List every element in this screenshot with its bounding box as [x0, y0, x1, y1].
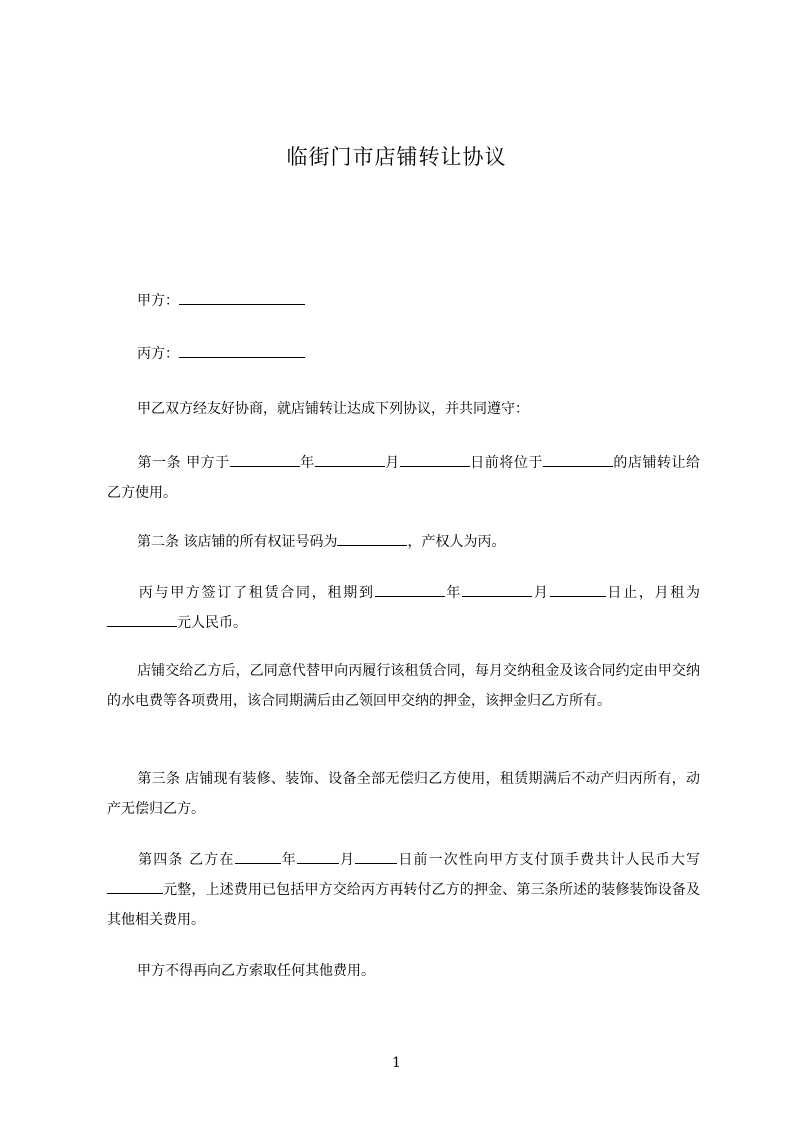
amount-blank	[107, 879, 163, 894]
article-1	[107, 448, 700, 508]
year-blank	[230, 452, 300, 467]
lease-text-4: 日止，月租为	[605, 585, 701, 601]
article-4-text-3: 月	[338, 852, 356, 868]
payment-year-blank	[235, 849, 281, 864]
page-number: 1	[392, 1055, 401, 1071]
lease-text-3: 月	[532, 585, 550, 601]
article-3	[107, 764, 700, 824]
article-1-text-3: 月	[384, 455, 400, 471]
lease-text-5: 元人民币。	[177, 615, 247, 631]
ownership-number-blank	[337, 531, 407, 546]
handover-paragraph	[107, 656, 700, 716]
no-other-fees-paragraph	[107, 956, 700, 986]
article-4	[107, 845, 700, 935]
intro-text: 甲乙双方经友好协商，就店铺转让达成下列协议，并共同遵守：	[137, 401, 529, 417]
article-1-text-1: 第一条 甲方于	[137, 455, 230, 471]
article-1-text-4: 日前将位于	[469, 455, 543, 471]
location-blank	[543, 452, 613, 467]
article-4-text-4: 日前一次性向甲方支付顶手费共计人民币大写	[397, 852, 701, 868]
no-other-fees-text: 甲方不得再向乙方索取任何其他费用。	[137, 963, 375, 979]
party-a-blank	[179, 290, 305, 305]
lease-paragraph	[107, 578, 700, 638]
lease-text-1: 丙与甲方签订了租赁合同，租期到	[137, 585, 375, 601]
handover-text: 店铺交给乙方后，乙同意代替甲向丙履行该租赁合同，每月交纳租金及该合同约定由甲交纳的水电费等各项费用，该合同期满后由乙领回甲交纳的押金，该押金归乙方所有。	[107, 663, 700, 709]
article-4-text-1: 第四条 乙方在	[137, 852, 235, 868]
document-title: 临街门市店铺转让协议	[286, 145, 507, 169]
day-blank	[400, 452, 470, 467]
article-4-text-2: 年	[280, 852, 297, 868]
month-blank	[315, 452, 385, 467]
article-1-text-5: 的店铺转让给乙方使用。	[107, 455, 701, 501]
article-2	[107, 527, 700, 557]
article-1-text-2: 年	[299, 455, 315, 471]
article-4-text-5: 元整，上述费用已包括甲方交给丙方再转付乙方的押金、第三条所述的装修装饰设备及其他相关费用。	[107, 882, 700, 928]
payment-month-blank	[297, 849, 339, 864]
intro-paragraph	[107, 394, 700, 424]
rent-blank	[107, 612, 177, 627]
party-c-blank	[179, 343, 305, 358]
article-2-text-1: 第二条 该店铺的所有权证号码为	[137, 534, 338, 550]
lease-year-blank	[375, 582, 445, 597]
party-c-line	[107, 339, 700, 369]
article-3-text: 第三条 店铺现有装修、装饰、设备全部无偿归乙方使用，租赁期满后不动产归丙所有，动产无偿归乙方。	[107, 771, 700, 817]
article-2-text-2: ，产权人为丙。	[407, 534, 506, 550]
party-c-label: 丙方：	[137, 346, 179, 362]
payment-day-blank	[355, 849, 397, 864]
party-a-line	[107, 286, 700, 316]
lease-day-blank	[550, 582, 606, 597]
party-a-label: 甲方：	[137, 293, 179, 309]
lease-text-2: 年	[444, 585, 463, 601]
lease-month-blank	[462, 582, 532, 597]
